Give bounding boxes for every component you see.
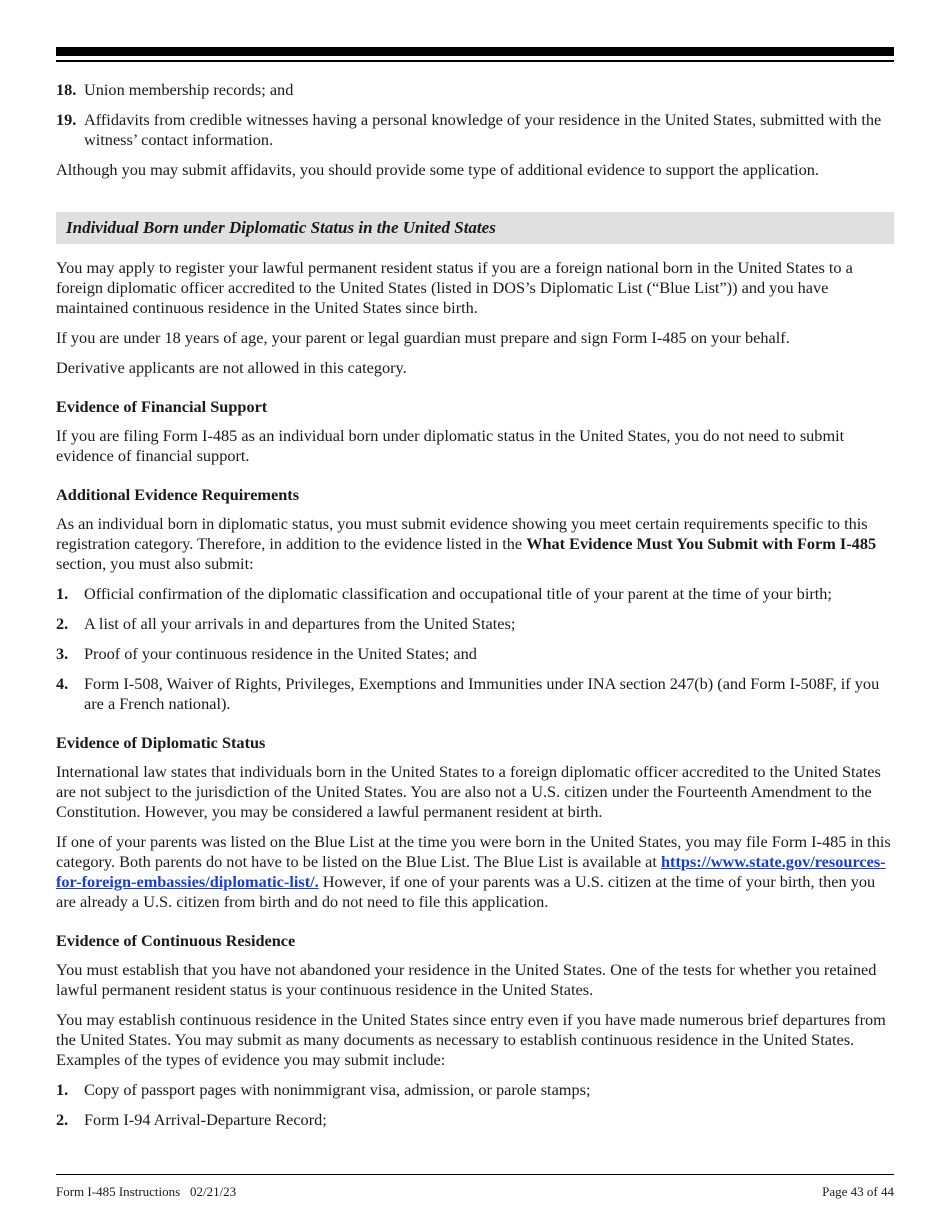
item-text: A list of all your arrivals in and departures from the United States; bbox=[84, 614, 516, 633]
intro-paragraph: Derivative applicants are not allowed in this category. bbox=[56, 358, 407, 377]
continuous-heading: Evidence of Continuous Residence bbox=[56, 931, 296, 950]
additional-text-bold: What Evidence Must You Submit with Form I-485 bbox=[526, 534, 877, 553]
item-text: Union membership records; and bbox=[84, 80, 294, 99]
item-number: 4. bbox=[56, 674, 69, 693]
footer-page-number: Page 43 of 44 bbox=[822, 1184, 894, 1199]
blue-list-link[interactable]: https://www.state.gov/resources-for-foreign-embassies/diplomatic-list/. bbox=[56, 852, 886, 891]
item-text: Copy of passport pages with nonimmigrant visa, admission, or parole stamps; bbox=[84, 1080, 591, 1099]
list-item bbox=[56, 644, 894, 664]
header-rule-thin bbox=[56, 60, 894, 62]
item-number: 1. bbox=[56, 1080, 69, 1099]
financial-heading: Evidence of Financial Support bbox=[56, 397, 268, 416]
item-number: 1. bbox=[56, 584, 69, 603]
intro-paragraph: If you are under 18 years of age, your parent or legal guardian must prepare and sign Form I-485 on your behalf. bbox=[56, 328, 790, 347]
list-item bbox=[56, 80, 894, 100]
item-number: 19. bbox=[56, 110, 77, 129]
financial-text: If you are filing Form I-485 as an individual born under diplomatic status in the United States, you do not need to submit evidence of financial support. bbox=[56, 426, 845, 465]
intro-paragraph: You may apply to register your lawful permanent resident status if you are a foreign national born in the United States to a foreign diplomatic officer accredited to the United States (listed in DOS’s Diplomatic List (“Blue List”)) and you have maintained continuous residence in the United States since birth. bbox=[56, 258, 853, 317]
list-item bbox=[56, 110, 894, 150]
diplomatic-heading: Evidence of Diplomatic Status bbox=[56, 733, 266, 752]
item-number: 2. bbox=[56, 614, 69, 633]
footer-rule bbox=[56, 1174, 894, 1175]
list-item bbox=[56, 674, 894, 714]
header-rule-thick bbox=[56, 47, 894, 56]
item-text: Affidavits from credible witnesses having a personal knowledge of your residence in the United States, submitted with the witness’ contact information. bbox=[84, 110, 882, 149]
item-text: Form I-94 Arrival-Departure Record; bbox=[84, 1110, 327, 1129]
footer-form-info: Form I-485 Instructions 02/21/23 bbox=[56, 1184, 237, 1199]
item-text: Form I-508, Waiver of Rights, Privileges, Exemptions and Immunities under INA section 247(b) (and Form I-508F, if you are a French national). bbox=[84, 674, 880, 713]
continuous-paragraph: You must establish that you have not abandoned your residence in the United States. One of the tests for whether you retained lawful permanent resident status is your continuous residence in the United States. bbox=[56, 960, 877, 999]
additional-text: As an individual born in diplomatic status, you must submit evidence showing you meet certain requirements specific to this registration category. Therefore, in addition to the evidence listed in the What Evidence Must You Submit with Form I-485 section, you must also submit: bbox=[56, 514, 877, 573]
item-text: Proof of your continuous residence in the United States; and bbox=[84, 644, 477, 663]
diplomatic-paragraph: If one of your parents was listed on the Blue List at the time you were born in the United States, you may file Form I-485 in this category. Both parents do not have to be listed on the Blue List. The Blue List is available at https://www.state.gov/resources-for-foreign-embassies/diplomatic-list/. However, if one of your parents was a U.S. citizen at the time of your birth, then you are already a U.S. citizen from birth and do not need to file this application. bbox=[56, 832, 891, 911]
list-item bbox=[56, 1110, 894, 1130]
list-item bbox=[56, 584, 894, 604]
additional-heading: Additional Evidence Requirements bbox=[56, 485, 300, 504]
item-text: Official confirmation of the diplomatic classification and occupational title of your parent at the time of your birth; bbox=[84, 584, 832, 603]
affidavit-note: Although you may submit affidavits, you should provide some type of additional evidence to support the application. bbox=[56, 160, 819, 179]
item-number: 3. bbox=[56, 644, 69, 663]
diplomatic-paragraph: International law states that individuals born in the United States to a foreign diplomatic officer accredited to the United States are not subject to the jurisdiction of the United States. You are also not a U.S. citizen under the Fourteenth Amendment to the Constitution. However, you may be considered a lawful permanent resident at birth. bbox=[56, 762, 881, 821]
item-number: 2. bbox=[56, 1110, 69, 1129]
list-item bbox=[56, 1080, 894, 1100]
page-content bbox=[56, 80, 894, 1130]
continuous-paragraph: You may establish continuous residence in the United States since entry even if you have made numerous brief departures from the United States. You may submit as many documents as necessary to establish continuous residence in the United States. Examples of the types of evidence you may submit include: bbox=[56, 1010, 886, 1069]
section-heading: Individual Born under Diplomatic Status in the United States bbox=[56, 212, 894, 244]
list-item bbox=[56, 614, 894, 634]
item-number: 18. bbox=[56, 80, 77, 99]
